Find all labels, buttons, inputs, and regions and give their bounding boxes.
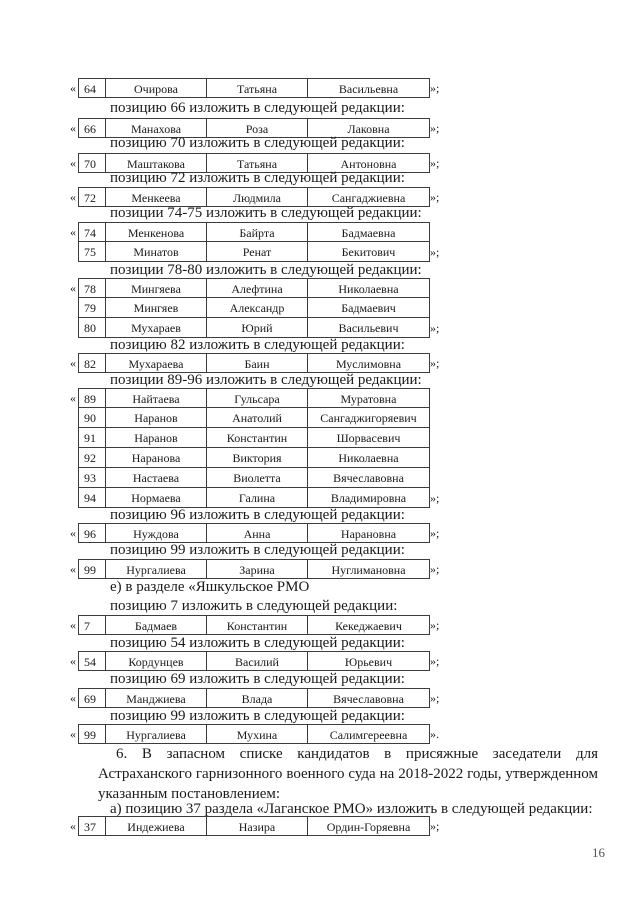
- row-number: 94: [84, 491, 96, 505]
- patronymic: Муслимовна: [307, 354, 429, 372]
- quote-open: «: [70, 727, 76, 741]
- last-name: Мухараева: [105, 354, 206, 372]
- row-number: 99: [84, 563, 96, 577]
- instruction-text: позицию 69 изложить в следующей редакции:: [110, 671, 405, 687]
- instruction-text: позиции 78-80 изложить в следующей редакции:: [110, 262, 422, 278]
- first-name: Мухина: [206, 725, 307, 743]
- quote-open: «: [70, 526, 76, 540]
- row-number: 54: [84, 655, 96, 669]
- patronymic: Кекеджаевич: [307, 616, 429, 634]
- quote-open: «: [70, 654, 76, 668]
- row-number: 92: [84, 451, 96, 465]
- quote-close: »;: [430, 819, 440, 833]
- last-name: Бадмаев: [105, 616, 206, 634]
- table-row: [70, 388, 430, 408]
- instruction-text: позицию 96 изложить в следующей редакции:: [110, 507, 405, 523]
- patronymic: Антоновна: [307, 154, 429, 172]
- patronymic: Вячеславовна: [307, 468, 429, 487]
- patronymic: Ордин-Горяевна: [307, 817, 429, 835]
- first-name: Зарина: [206, 560, 307, 578]
- page-number: 16: [592, 845, 605, 860]
- last-name: Наранов: [105, 428, 206, 447]
- table-row: [78, 468, 430, 488]
- last-name: Мингяев: [105, 298, 206, 317]
- last-name: Индежиева: [105, 817, 206, 835]
- table-row: [70, 816, 440, 836]
- instruction-text: позицию 99 изложить в следующей редакции:: [110, 708, 405, 724]
- row-number: 75: [84, 245, 96, 259]
- quote-close: »;: [430, 245, 440, 259]
- first-name: Галина: [206, 488, 307, 507]
- quote-open: «: [70, 562, 76, 576]
- quote-open: «: [70, 190, 76, 204]
- last-name: Очирова: [105, 79, 206, 97]
- row-number: 82: [84, 357, 96, 371]
- patronymic: Николаевна: [307, 448, 429, 467]
- first-name: Татьяна: [206, 154, 307, 172]
- instruction-text: позицию 66 изложить в следующей редакции:: [110, 100, 405, 116]
- row-number: 69: [84, 692, 96, 706]
- last-name: Мухараев: [105, 318, 206, 337]
- last-name: Нормаева: [105, 488, 206, 507]
- instruction-text: позицию 54 изложить в следующей редакции:: [110, 635, 405, 651]
- last-name: Манджиева: [105, 689, 206, 707]
- first-name: Александр: [206, 298, 307, 317]
- last-name: Манахова: [105, 119, 206, 137]
- patronymic: Юрьевич: [307, 652, 429, 670]
- patronymic: Бадмаевна: [307, 223, 429, 241]
- last-name: Наранова: [105, 448, 206, 467]
- first-name: Назира: [206, 817, 307, 835]
- patronymic: Николаевна: [307, 279, 429, 297]
- row-number: 89: [84, 392, 96, 406]
- row-number: 66: [84, 122, 96, 136]
- row-number: 99: [84, 728, 96, 742]
- instruction-text: позицию 99 изложить в следующей редакции:: [110, 542, 405, 558]
- table-row: [70, 615, 440, 635]
- quote-open: «: [70, 691, 76, 705]
- quote-open: «: [70, 121, 76, 135]
- quote-open: «: [70, 225, 76, 239]
- row-number: 37: [84, 820, 96, 834]
- first-name: Виолетта: [206, 468, 307, 487]
- quote-close: »;: [430, 691, 440, 705]
- quote-close-final: ».: [430, 727, 439, 741]
- last-name: Мингяева: [105, 279, 206, 297]
- quote-close: »;: [430, 654, 440, 668]
- table-row: [78, 428, 430, 448]
- patronymic: Салимгереевна: [307, 725, 429, 743]
- quote-open: «: [70, 391, 76, 405]
- last-name: Кордунцев: [105, 652, 206, 670]
- patronymic: Муратовна: [307, 389, 429, 407]
- patronymic: Нуглимановна: [307, 560, 429, 578]
- last-name: Менкенова: [105, 223, 206, 241]
- quote-close: »;: [430, 321, 440, 335]
- first-name: Ренат: [206, 242, 307, 261]
- instruction-text: позицию 82 изложить в следующей редакции:: [110, 337, 405, 353]
- quote-open: «: [70, 156, 76, 170]
- last-name: Найтаева: [105, 389, 206, 407]
- patronymic: Владимировна: [307, 488, 429, 507]
- table-row: [70, 688, 440, 708]
- quote-open: «: [70, 618, 76, 632]
- last-name: Менкеева: [105, 188, 206, 206]
- row-number: 78: [84, 282, 96, 296]
- quote-close: »;: [430, 121, 440, 135]
- patronymic: Васильевна: [307, 79, 429, 97]
- table-row: [70, 559, 440, 579]
- last-name: Нуждова: [105, 524, 206, 542]
- quote-open: «: [70, 819, 76, 833]
- last-name: Минатов: [105, 242, 206, 261]
- table-row: [78, 488, 440, 508]
- patronymic: Вячеславовна: [307, 689, 429, 707]
- table-row: [70, 222, 430, 242]
- first-name: Константин: [206, 428, 307, 447]
- table-row: [70, 724, 439, 744]
- first-name: Анна: [206, 524, 307, 542]
- quote-close: »;: [430, 562, 440, 576]
- last-name: Настаева: [105, 468, 206, 487]
- last-name: Наранов: [105, 408, 206, 427]
- instruction-text: позицию 7 изложить в следующей редакции:: [110, 598, 398, 614]
- row-number: 91: [84, 431, 96, 445]
- quote-close: »;: [430, 491, 440, 505]
- table-row: [78, 242, 440, 262]
- row-number: 74: [84, 226, 96, 240]
- quote-close: »;: [430, 618, 440, 632]
- row-number: 64: [84, 82, 96, 96]
- first-name: Роза: [206, 119, 307, 137]
- instruction-text: позицию 72 изложить в следующей редакции:: [110, 170, 405, 186]
- first-name: Виктория: [206, 448, 307, 467]
- patronymic: Нарановна: [307, 524, 429, 542]
- quote-close: »;: [430, 156, 440, 170]
- table-row: [78, 448, 430, 468]
- table-row: [78, 318, 440, 338]
- quote-close: »;: [430, 526, 440, 540]
- row-number: 7: [84, 619, 90, 633]
- first-name: Татьяна: [206, 79, 307, 97]
- first-name: Людмила: [206, 188, 307, 206]
- first-name: Василий: [206, 652, 307, 670]
- row-number: 70: [84, 157, 96, 171]
- paragraph-6: 6. В запасном списке кандидатов в присяжные заседатели для Астраханского гарнизонного военного суда на 2018-2022 годы, утвержденном указанным постановлением:: [98, 746, 598, 802]
- table-row: [70, 278, 430, 298]
- row-number: 90: [84, 411, 96, 425]
- table-row: [70, 651, 440, 671]
- patronymic: Сангаджигоряевич: [307, 408, 429, 427]
- first-name: Константин: [206, 616, 307, 634]
- quote-close: »;: [430, 356, 440, 370]
- table-row: [70, 353, 440, 373]
- first-name: Гульсара: [206, 389, 307, 407]
- paragraph-a: а) позицию 37 раздела «Лаганское РМО» изложить в следующей редакции:: [110, 801, 593, 817]
- instruction-text: позицию 70 изложить в следующей редакции:: [110, 135, 405, 151]
- patronymic: Бадмаевич: [307, 298, 429, 317]
- last-name: Маштакова: [105, 154, 206, 172]
- quote-close: »;: [430, 81, 440, 95]
- first-name: Юрий: [206, 318, 307, 337]
- first-name: Алефтина: [206, 279, 307, 297]
- row-number: 72: [84, 191, 96, 205]
- quote-open: «: [70, 81, 76, 95]
- patronymic: Шорвасевич: [307, 428, 429, 447]
- row-number: 93: [84, 471, 96, 485]
- last-name: Нургалиева: [105, 560, 206, 578]
- quote-open: «: [70, 356, 76, 370]
- table-row: [78, 298, 430, 318]
- row-number: 96: [84, 527, 96, 541]
- quote-close: »;: [430, 190, 440, 204]
- first-name: Байрта: [206, 223, 307, 241]
- row-number: 79: [84, 301, 96, 315]
- patronymic: Лаковна: [307, 119, 429, 137]
- section-heading: е) в разделе «Яшкульское РМО: [110, 579, 310, 595]
- patronymic: Бекитович: [307, 242, 429, 261]
- patronymic: Васильевич: [307, 318, 429, 337]
- patronymic: Сангаджиевна: [307, 188, 429, 206]
- instruction-text: позиции 74-75 изложить в следующей редакции:: [110, 205, 422, 221]
- table-row: [70, 523, 440, 543]
- table-row: [70, 78, 440, 98]
- first-name: Баин: [206, 354, 307, 372]
- first-name: Анатолий: [206, 408, 307, 427]
- quote-open: «: [70, 281, 76, 295]
- row-number: 80: [84, 321, 96, 335]
- first-name: Влада: [206, 689, 307, 707]
- last-name: Нургалиева: [105, 725, 206, 743]
- table-row: [78, 408, 430, 428]
- instruction-text: позиции 89-96 изложить в следующей редакции:: [110, 372, 422, 388]
